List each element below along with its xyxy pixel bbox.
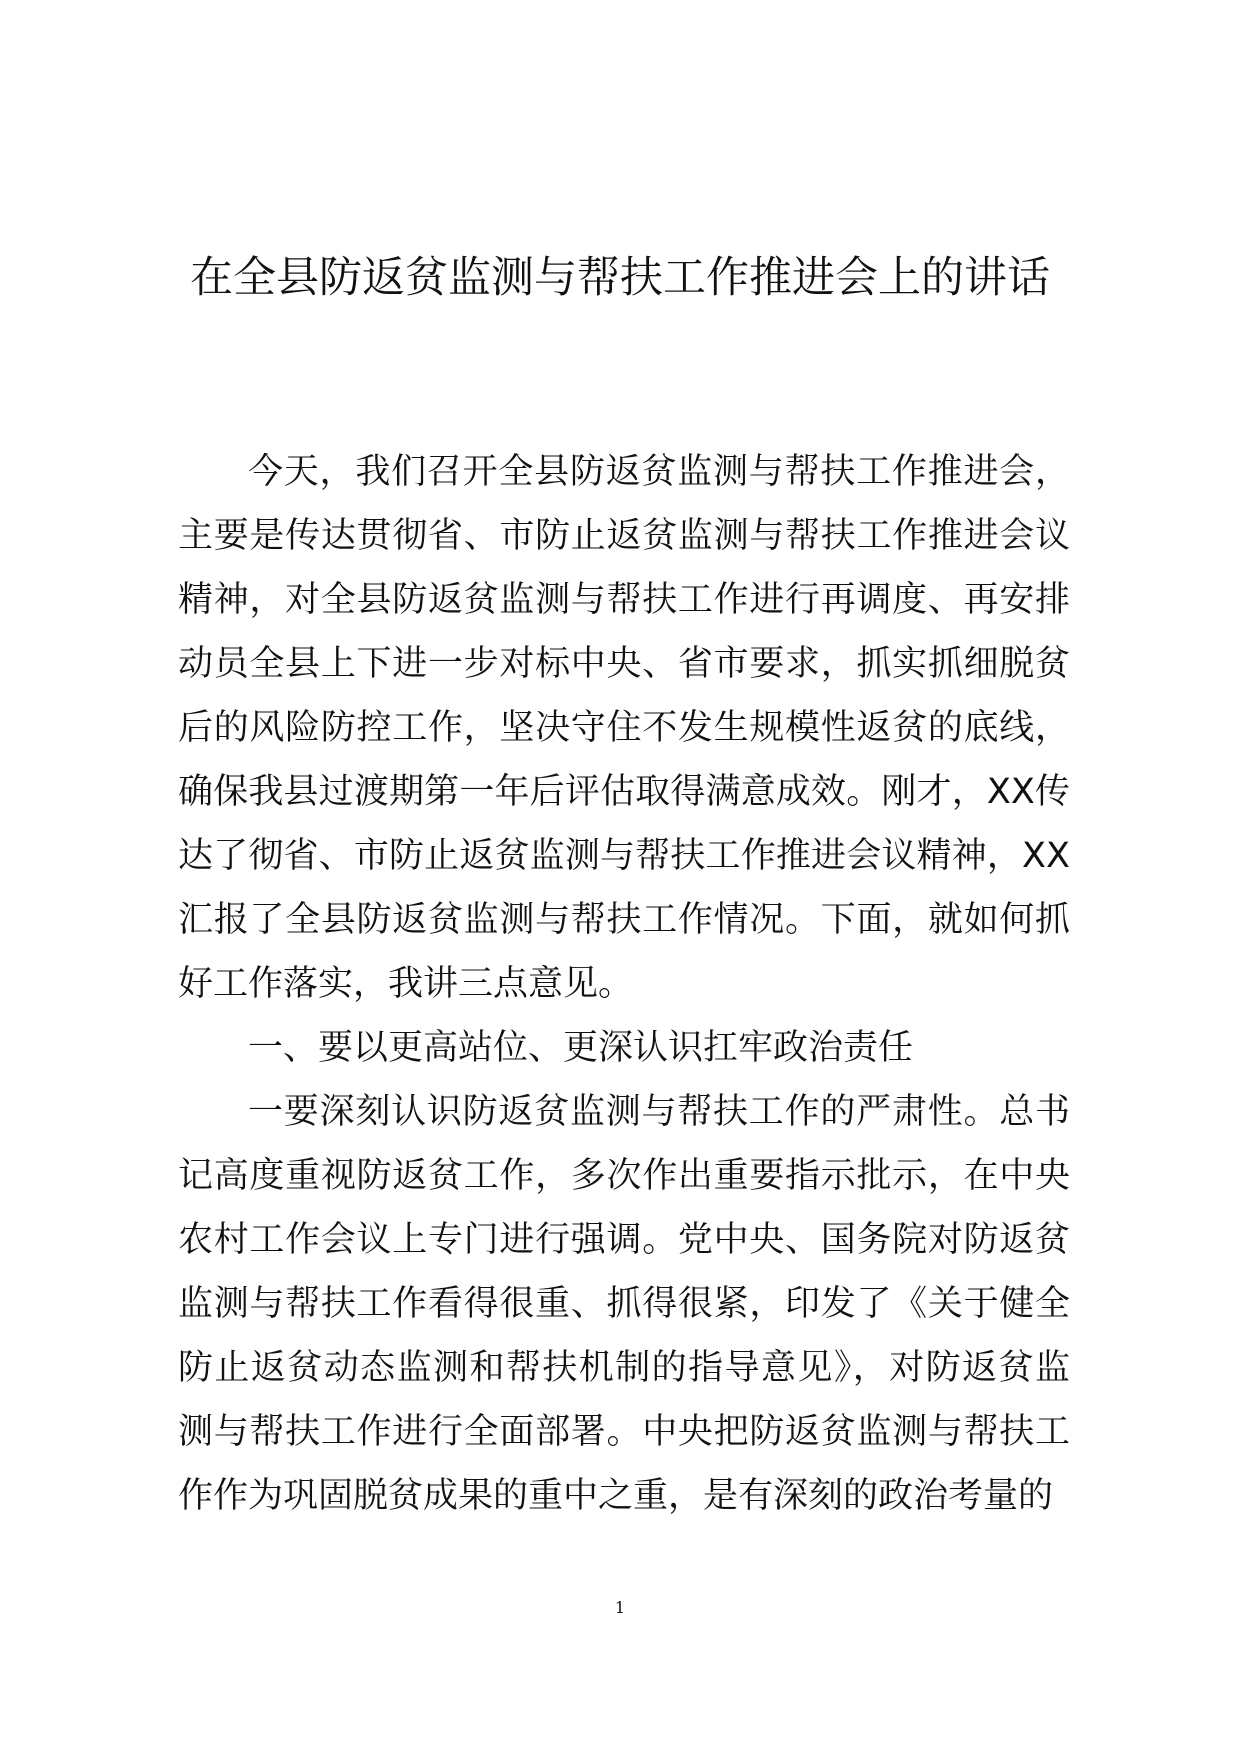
paragraph-point-1: 一要深刻认识防返贫监测与帮扶工作的严肃性。总书记高度重视防返贫工作，多次作出重要指示批示，在中央农村工作会议上专门进行强调。党中央、国务院对防返贫监测与帮扶工作看得很重、抓得很紧，印发了《关于健全防止返贫动态监测和帮扶机制的指导意见》，对防返贫监测与帮扶工作进行全面部署。中央把防返贫监测与帮扶工作作为巩固脱贫成果的重中之重，是有深刻的政治考量的 xyxy=(178,1092,1070,1516)
document-title: 在全县防返贫监测与帮扶工作推进会上的讲话 xyxy=(190,253,1050,303)
section-heading-1: 一、要以更高站位、更深认识扛牢政治责任 xyxy=(248,1028,914,1068)
paragraph-intro: 今天，我们召开全县防返贫监测与帮扶工作推进会，主要是传达贯彻省、市防止返贫监测与帮扶工作推进会议精神，对全县防返贫监测与帮扶工作进行再调度、再安排动员全县上下进一步对标中央、省市要求，抓实抓细脱贫后的风险防控工作，坚决守住不发生规模性返贫的底线，确保我县过渡期第一年后评估取得满意成效。刚才，XX传达了彻省、市防止返贫监测与帮扶工作推进会议精神，XX汇报了全县防返贫监测与帮扶工作情况。下面，就如何抓好工作落实，我讲三点意见。 xyxy=(178,452,1070,1004)
document-body xyxy=(178,440,1070,1528)
page-number: 1 xyxy=(614,1598,626,1617)
